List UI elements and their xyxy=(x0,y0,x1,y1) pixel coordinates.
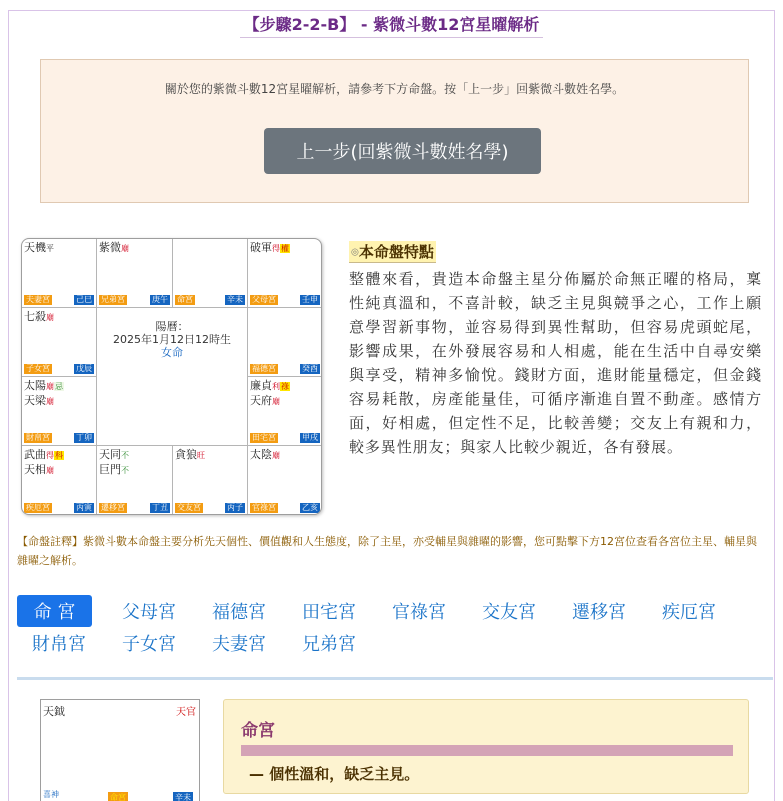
palace-card xyxy=(223,699,749,794)
star-entry xyxy=(250,394,290,409)
mini-tag-deity: 喜神 xyxy=(43,790,59,799)
palace-tag[interactable]: 財帛宮 xyxy=(26,433,50,442)
chart-center xyxy=(97,308,248,446)
tab-palace[interactable]: 遷移宮 xyxy=(572,602,626,623)
star-entry xyxy=(175,448,205,463)
stem-tag: 戊辰 xyxy=(76,364,92,373)
tab-palace[interactable]: 交友宮 xyxy=(482,602,536,623)
palace-tag[interactable]: 兄弟宮 xyxy=(101,295,125,304)
star-name: 天梁 xyxy=(24,394,46,407)
chart-note: 【命盤註釋】紫微斗數本命盤主要分析先天個性、價值觀和人生態度，除了主星，亦受輔星與雜曜的影響，您可點擊下方12宮位查看各宮位主星、輔星與雜曜之解析。 xyxy=(17,535,757,567)
chart-cell xyxy=(173,239,248,308)
star-name: 武曲 xyxy=(24,448,46,461)
star-brightness: 廟 xyxy=(46,466,54,475)
palace-mini-chart xyxy=(40,699,200,801)
palace-tag[interactable]: 命宮 xyxy=(177,295,193,304)
star-name: 貪狼 xyxy=(175,448,197,461)
stem-tag: 丁丑 xyxy=(152,503,168,512)
star-brightness: 平 xyxy=(46,244,54,253)
star-entry xyxy=(250,379,290,394)
palace-tag[interactable]: 交友宮 xyxy=(177,503,201,512)
tab-palace[interactable]: 福德宮 xyxy=(212,602,266,623)
tab-palace[interactable]: 疾厄宮 xyxy=(662,602,716,623)
star-name: 天同 xyxy=(99,448,121,461)
birth-date: 2025年1月12日12時生 xyxy=(113,333,231,346)
chart-cell xyxy=(97,239,173,308)
chart-cell xyxy=(22,446,97,515)
stem-tag: 丙寅 xyxy=(76,503,92,512)
star-entry xyxy=(99,463,129,478)
star-brightness: 不 xyxy=(121,466,129,475)
palace-tag[interactable]: 夫妻宮 xyxy=(26,295,50,304)
tab-palace[interactable]: 官祿宮 xyxy=(392,602,446,623)
stem-tag: 乙亥 xyxy=(302,503,318,512)
star-name: 巨門 xyxy=(99,463,121,476)
palace-tag[interactable]: 田宅宮 xyxy=(252,433,276,442)
mini-star-secondary: 天官 xyxy=(176,707,196,718)
section-divider xyxy=(17,677,773,680)
star-entry xyxy=(99,241,129,256)
palace-tag[interactable]: 疾厄宮 xyxy=(26,503,50,512)
star-transform: 祿 xyxy=(281,382,289,391)
star-name: 廉貞 xyxy=(250,379,272,392)
star-transform: 忌 xyxy=(55,382,63,391)
tab-palace[interactable]: 命 宮 xyxy=(17,595,92,627)
star-transform: 權 xyxy=(281,244,289,253)
star-brightness: 廟 xyxy=(46,397,54,406)
palace-tag[interactable]: 官祿宮 xyxy=(252,503,276,512)
gender-label: 女命 xyxy=(161,346,183,359)
page-title: 【步驟2-2-B】 - 紫微斗數12宮星曜解析 xyxy=(0,12,783,35)
star-entry xyxy=(24,241,54,256)
palace-card-title: 命宮 xyxy=(241,721,275,741)
feature-title: ◎本命盤特點 xyxy=(351,243,434,261)
palace-tag[interactable]: 福德宮 xyxy=(252,364,276,373)
star-name: 天相 xyxy=(24,463,46,476)
star-entry xyxy=(250,241,290,256)
star-brightness: 不 xyxy=(121,451,129,460)
tab-palace[interactable]: 財帛宮 xyxy=(32,634,86,655)
stem-tag: 癸酉 xyxy=(302,364,318,373)
star-brightness: 廟 xyxy=(121,244,129,253)
stem-tag: 辛未 xyxy=(227,295,243,304)
mini-tag-palace: 命宮 xyxy=(110,793,126,801)
tab-palace[interactable]: 父母宮 xyxy=(122,602,176,623)
star-name: 天機 xyxy=(24,241,46,254)
stem-tag: 甲戌 xyxy=(302,433,318,442)
feature-text: 整體來看，貴造本命盤主星分佈屬於命無正曜的格局，稟性純真溫和，不喜計較，缺乏主見與競爭之心，工作上願意學習新事物，並容易得到異性幫助，但容易虎頭蛇尾，影響成果，在外發展容易和人相處，能在生活中自尋安樂與享受，精神多愉悅。錢財方面，進財能量穩定，但金錢容易耗散，房產能量佳，可循序漸進自置不動產。感情方面，好相處，但定性不足，比較善變；交友上有親和力，較多異性朋友；與家人比較少親近，各有發展。 xyxy=(349,270,762,456)
tab-palace[interactable]: 兄弟宮 xyxy=(302,634,356,655)
chart-cell xyxy=(22,239,97,308)
star-name: 七殺 xyxy=(24,310,46,323)
tab-palace[interactable]: 子女宮 xyxy=(122,634,176,655)
star-brightness: 利 xyxy=(272,382,280,391)
intro-box xyxy=(40,59,749,203)
mini-tag-stem: 辛未 xyxy=(175,793,191,801)
star-transform: 科 xyxy=(55,451,63,460)
bullet-icon: ◎ xyxy=(351,247,359,258)
chart-cell xyxy=(248,239,322,308)
back-button[interactable]: 上一步(回紫微斗數姓名學) xyxy=(264,128,541,174)
star-brightness: 得 xyxy=(272,244,280,253)
chart-cell xyxy=(22,377,97,446)
chart-cell xyxy=(173,446,248,515)
star-entry xyxy=(24,448,64,463)
star-entry xyxy=(24,463,64,478)
star-entry xyxy=(250,448,280,463)
chart-cell xyxy=(248,308,322,377)
star-brightness: 得 xyxy=(46,451,54,460)
star-entry xyxy=(99,448,129,463)
stem-tag: 丙子 xyxy=(227,503,243,512)
star-brightness: 廟 xyxy=(272,451,280,460)
chart-cell xyxy=(248,446,322,515)
star-name: 太陽 xyxy=(24,379,46,392)
stem-tag: 丁卯 xyxy=(76,433,92,442)
star-brightness: 廟 xyxy=(46,313,54,322)
star-brightness: 廟 xyxy=(46,382,54,391)
star-name: 太陰 xyxy=(250,448,272,461)
star-name: 破軍 xyxy=(250,241,272,254)
chart-cell xyxy=(22,308,97,377)
star-entry xyxy=(24,310,54,325)
star-brightness: 旺 xyxy=(197,451,205,460)
stem-tag: 壬申 xyxy=(302,295,318,304)
palace-tag[interactable]: 遷移宮 xyxy=(101,503,125,512)
palace-tag[interactable]: 父母宮 xyxy=(252,295,276,304)
destiny-chart xyxy=(21,238,322,515)
stem-tag: 庚午 xyxy=(152,295,168,304)
intro-text: 關於您的紫微斗數12宮星曜解析，請參考下方命盤。按「上一步」回紫微斗數姓名學。 xyxy=(164,82,625,96)
palace-tag[interactable]: 子女宮 xyxy=(26,364,50,373)
star-entry xyxy=(24,379,64,394)
palace-card-bar xyxy=(241,745,733,756)
chart-cell xyxy=(97,446,173,515)
palace-card-subtitle: — 個性溫和，缺乏主見。 xyxy=(249,765,420,783)
stem-tag: 己巳 xyxy=(76,295,92,304)
star-name: 紫微 xyxy=(99,241,121,254)
tab-palace[interactable]: 田宅宮 xyxy=(302,602,356,623)
birth-label: 陽曆： xyxy=(155,320,189,333)
star-entry xyxy=(24,394,64,409)
chart-cell xyxy=(248,377,322,446)
tab-palace[interactable]: 夫妻宮 xyxy=(212,634,266,655)
mini-star: 天鉞 xyxy=(43,705,65,718)
star-brightness: 廟 xyxy=(272,397,280,406)
star-name: 天府 xyxy=(250,394,272,407)
